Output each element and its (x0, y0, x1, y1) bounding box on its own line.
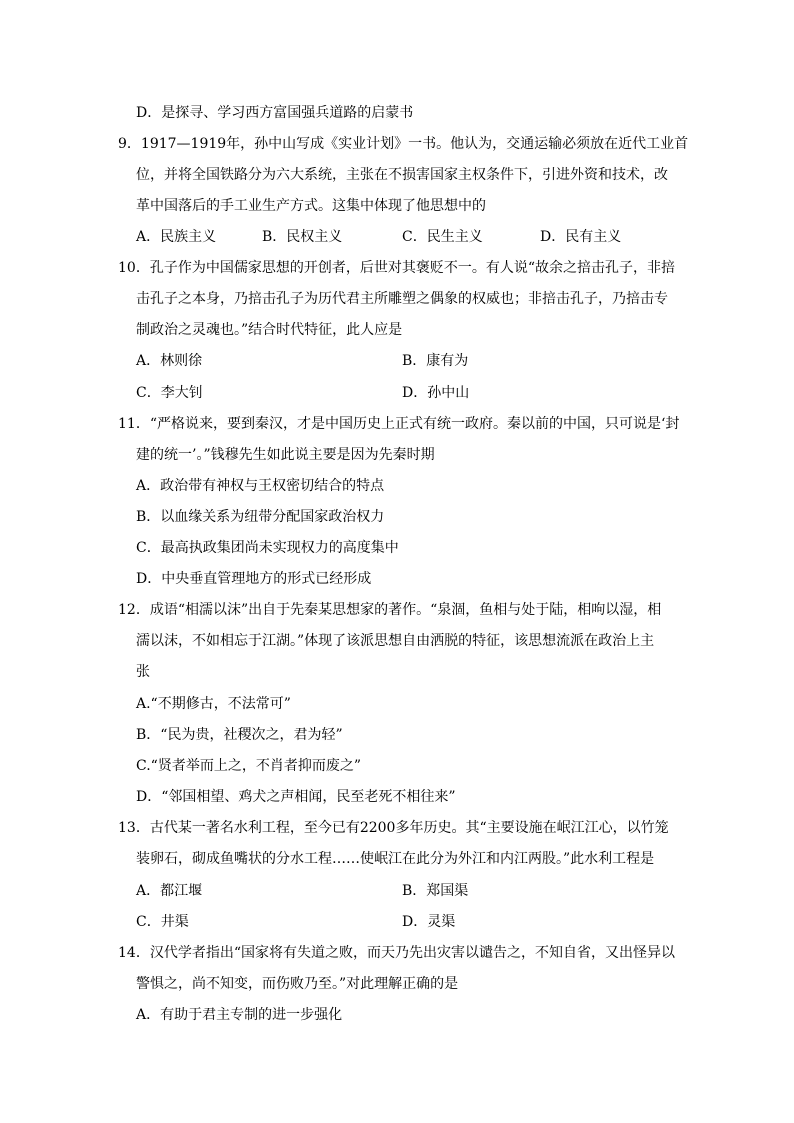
q12-option-a: A.“不期修古，不法常可” (136, 696, 291, 712)
q13-option-d: D．灵渠 (402, 914, 456, 930)
q13-option-a: A．都江堰 (136, 883, 203, 899)
q10-option-b: B．康有为 (402, 353, 469, 369)
q13-option-c: C．井渠 (136, 914, 189, 930)
q11-option-c: C．最高执政集团尚未实现权力的高度集中 (136, 540, 399, 556)
q11-option-d: D．中央垂直管理地方的形式已经形成 (136, 571, 372, 587)
q9-option-d: D．民有主义 (540, 229, 622, 245)
q9-stem-line-2: 位，并将全国铁路分为六大系统，主张在不损害国家主权条件下，引进外资和技术，改 (136, 167, 668, 183)
q9-option-a: A．民族主义 (136, 229, 217, 245)
q10-stem-line-2: 击孔子之本身，乃掊击孔子为历代君主所雕塑之偶象的权威也；非掊击孔子，乃掊击专 (136, 291, 668, 307)
q13-stem-line-1: 13．古代某一著名水利工程，至今已有2200多年历史。其“主要设施在岷江江心，以竹笼 (118, 820, 669, 836)
q14-stem-line-2: 警惧之，尚不知变，而伤败乃至。”对此理解正确的是 (136, 976, 459, 992)
q13-option-b: B．郑国渠 (402, 883, 469, 899)
q9-stem-line-3: 革中国落后的手工业生产方式。这集中体现了他思想中的 (136, 198, 486, 214)
q11-stem-line-1: 11．“严格说来，要到秦汉，才是中国历史上正式有统一政府。秦以前的中国，只可说是‘封 (118, 416, 680, 432)
q12-stem-line-3: 张 (136, 664, 150, 680)
q9-option-b: B．民权主义 (262, 229, 343, 245)
q9-stem-line-1: 9．1917—1919年，孙中山写成《实业计划》一书。他认为，交通运输必须放在近代工业首 (118, 136, 689, 152)
q11-option-a: A．政治带有神权与王权密切结合的特点 (136, 478, 385, 494)
q10-stem-line-1: 10．孔子作为中国儒家思想的开创者，后世对其褒贬不一。有人说“故余之掊击孔子，非掊 (118, 260, 675, 276)
q8-option-d: D．是探寻、学习西方富国强兵道路的启蒙书 (136, 105, 414, 121)
q12-stem-line-2: 濡以沫，不如相忘于江湖。”体现了该派思想自由洒脱的特征，该思想流派在政治上主 (136, 633, 655, 649)
q14-stem-line-1: 14．汉代学者指出“国家将有失道之败，而天乃先出灾害以谴告之，不知自省，又出怪异以 (118, 945, 675, 961)
q11-option-b: B．以血缘关系为纽带分配国家政治权力 (136, 509, 385, 525)
q10-stem-line-3: 制政治之灵魂也。”结合时代特征，此人应是 (136, 322, 403, 338)
q9-option-c: C．民生主义 (402, 229, 483, 245)
q12-option-d: D．“邻国相望、鸡犬之声相闻，民至老死不相往来” (136, 789, 456, 805)
q10-option-a: A．林则徐 (136, 353, 203, 369)
q12-option-b: B．“民为贵，社稷次之，君为轻” (136, 727, 343, 743)
q10-option-d: D．孙中山 (402, 385, 470, 401)
q10-option-c: C．李大钊 (136, 385, 203, 401)
q12-option-c: C.“贤者举而上之，不肖者抑而废之” (136, 758, 361, 774)
q12-stem-line-1: 12．成语“相濡以沫”出自于先秦某思想家的著作。“泉涸，鱼相与处于陆，相呴以湿，相 (118, 602, 662, 618)
q14-option-a: A．有助于君主专制的进一步强化 (136, 1007, 343, 1023)
q13-stem-line-2: 装卵石，砌成鱼嘴状的分水工程……使岷江在此分为外江和内江两股。”此水利工程是 (136, 851, 655, 867)
q11-stem-line-2: 建的统一’。”钱穆先生如此说主要是因为先秦时期 (136, 447, 435, 463)
